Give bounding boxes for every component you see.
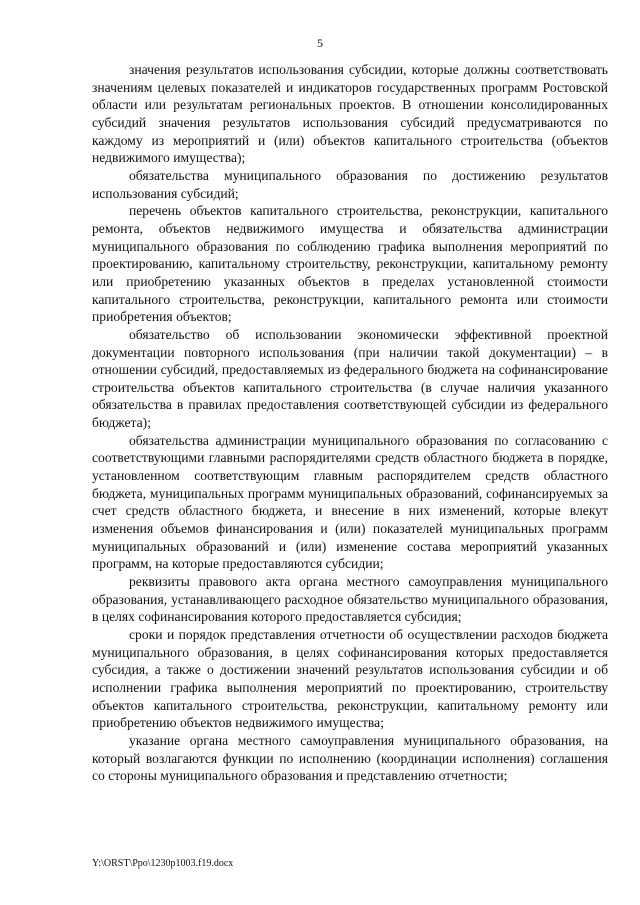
paragraph-municipal-obligations: обязательства муниципального образования по достижению результатов использования субсидий;: [92, 167, 608, 201]
paragraph-result-values: значения результатов использования субсидии, которые должны соответствовать значениям целевых показателей и индикаторов государственных программ Ростовской области или результатам региональных проектов. В отношении консолидированных субсидий значения результатов использования субсидий предусматриваются по каждому из мероприятий и (или) объектов капитального строительства (объектов недвижимого имущества);: [92, 62, 608, 166]
paragraph-responsible-authority: указание органа местного самоуправления муниципального образования, на который возлагаются функции по исполнению (координации исполнения) соглашения со стороны муниципального образования и представлению отчетности;: [92, 732, 608, 784]
document-body: [92, 61, 608, 785]
paragraph-program-approval: обязательства администрации муниципального образования по согласованию с соответствующими главными распорядителями средств областного бюджета в порядке, установленном соответствующим главным распорядителем средств областного бюджета, муниципальных программ муниципальных образований, софинансируемых за счет средств областного бюджета, и внесение в них изменений, которые влекут изменения объемов финансирования и (или) показателей муниципальных программ муниципальных образований и (или) изменение состава мероприятий указанных программ, на которые предоставляются субсидии;: [92, 432, 608, 572]
paragraph-objects-list: перечень объектов капитального строительства, реконструкции, капитального ремонта, объектов недвижимого имущества и обязательства администрации муниципального образования по соблюдению графика выполнения мероприятий по проектированию, капитальному строительству, реконструкции, капитальному ремонту или приобретению указанных объектов в пределах установленной стоимости капитального строительства, реконструкции, капитального ремонта или стоимости приобретения объектов;: [92, 203, 608, 325]
page-number: 5: [317, 36, 323, 50]
paragraph-legal-act-details: реквизиты правового акта органа местного самоуправления муниципального образования, устанавливающего расходное обязательство муниципального образования, в целях софинансирования которого предоставляется субсидия;: [92, 574, 608, 625]
paragraph-design-documentation: обязательство об использовании экономически эффективной проектной документации повторного использования (при наличии такой документации) – в отношении субсидий, предоставляемых из федерального бюджета на софинансирование строительства объектов капитального строительства (в случае наличия указанного обязательства в правилах предоставления соответствующей субсидии из федерального бюджета);: [92, 326, 608, 431]
paragraph-reporting-terms: сроки и порядок представления отчетности об осуществлении расходов бюджета муниципального образования, в целях софинансирования которых предоставляется субсидия, а также о достижении значений результатов использования субсидии и об исполнении графика выполнения мероприятий по проектированию, строительству объектов капитального строительства, реконструкции, капитальному ремонту или приобретению объектов недвижимого имущества;: [92, 627, 608, 731]
footer-file-path: Y:\ORST\Ppo\1230p1003.f19.docx: [92, 858, 234, 869]
